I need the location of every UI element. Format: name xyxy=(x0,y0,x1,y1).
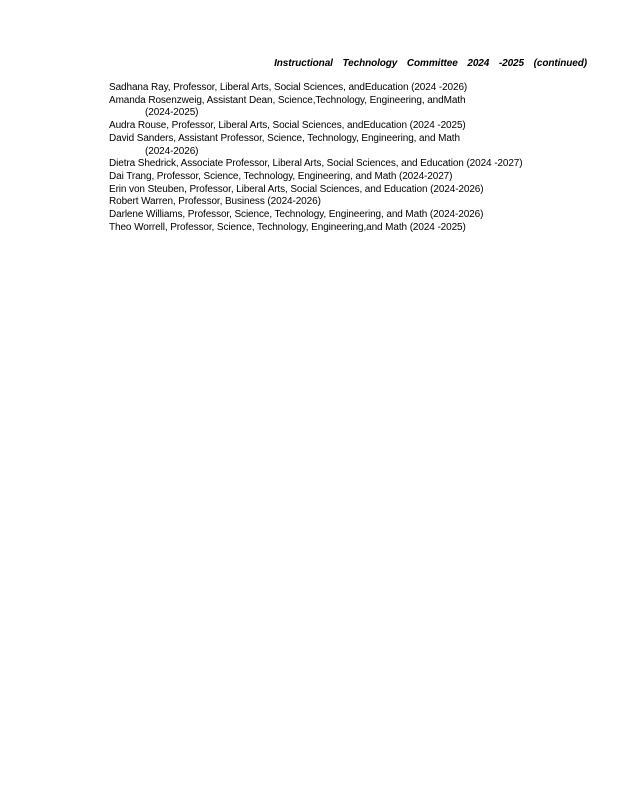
member-entry xyxy=(109,196,599,209)
committee-member-list xyxy=(109,82,599,234)
member-entry xyxy=(109,222,599,235)
member-text: Amanda Rosenzweig, Assistant Dean, Science,Technology, Engineering, andMath xyxy=(109,94,466,106)
member-entry xyxy=(109,158,599,171)
member-text: Robert Warren, Professor, Business (2024-2026) xyxy=(109,196,321,208)
member-entry xyxy=(109,184,599,197)
member-entry xyxy=(109,120,599,133)
member-text: Audra Rouse, Professor, Liberal Arts, Social Sciences, andEducation (2024 -2025) xyxy=(109,120,466,132)
member-entry xyxy=(109,209,599,222)
member-text: Sadhana Ray, Professor, Liberal Arts, Social Sciences, andEducation (2024 -2026) xyxy=(109,82,468,93)
member-text: Theo Worrell, Professor, Science, Technology, Engineering,and Math (2024 -2025) xyxy=(109,221,466,233)
member-text: Dai Trang, Professor, Science, Technology, Engineering, and Math (2024-2027) xyxy=(109,170,453,182)
member-entry xyxy=(109,82,599,95)
member-entry xyxy=(109,133,599,158)
committee-heading: Instructional Technology Committee 2024 -2025 (continued) xyxy=(274,58,587,69)
member-text: Erin von Steuben, Professor, Liberal Arts, Social Sciences, and Education (2024-2026) xyxy=(109,183,484,195)
member-text: Dietra Shedrick, Associate Professor, Liberal Arts, Social Sciences, and Education (2024 -2027) xyxy=(109,158,523,170)
member-term-continuation: (2024-2026) xyxy=(145,145,199,157)
member-term-continuation: (2024-2025) xyxy=(145,107,199,119)
member-text: David Sanders, Assistant Professor, Science, Technology, Engineering, and Math xyxy=(109,132,460,144)
member-entry xyxy=(109,95,599,120)
member-entry xyxy=(109,171,599,184)
member-text: Darlene Williams, Professor, Science, Technology, Engineering, and Math (2024-2026) xyxy=(109,209,484,221)
